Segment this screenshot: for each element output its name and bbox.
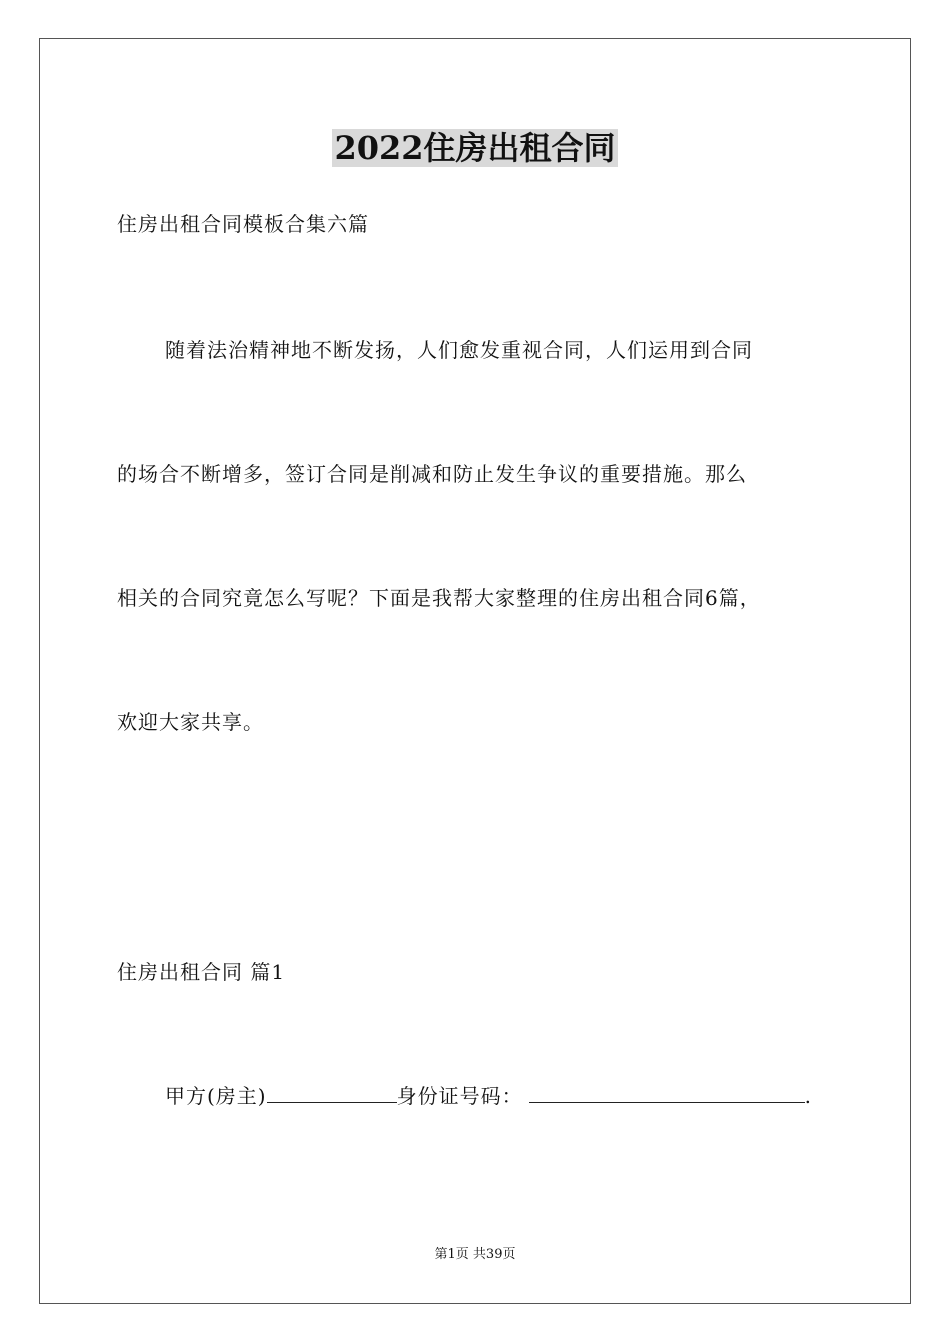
party-a-name-blank — [267, 1082, 397, 1103]
party-a-label: 甲方(房主) — [165, 1084, 267, 1108]
intro-line-3: 相关的合同究竟怎么写呢？下面是我帮大家整理的住房出租合同6篇， — [117, 586, 761, 610]
document-title-text: 2022住房出租合同 — [334, 129, 616, 167]
subtitle: 住房出租合同模板合集六篇 — [117, 212, 369, 236]
line-end-mark: . — [804, 1084, 812, 1108]
intro-line-4: 欢迎大家共享。 — [117, 710, 264, 734]
document-title — [0, 126, 950, 170]
intro-line-1: 随着法治精神地不断发扬，人们愈发重视合同，人们运用到合同 — [165, 338, 753, 362]
section-heading: 住房出租合同 篇1 — [117, 960, 286, 984]
intro-line-2: 的场合不断增多，签订合同是削减和防止发生争议的重要措施。那么 — [117, 462, 747, 486]
party-a-line — [165, 1082, 812, 1110]
page-footer: 第1页 共39页 — [434, 1247, 516, 1262]
id-number-blank — [529, 1082, 805, 1103]
id-number-label: 身份证号码： — [396, 1084, 523, 1108]
